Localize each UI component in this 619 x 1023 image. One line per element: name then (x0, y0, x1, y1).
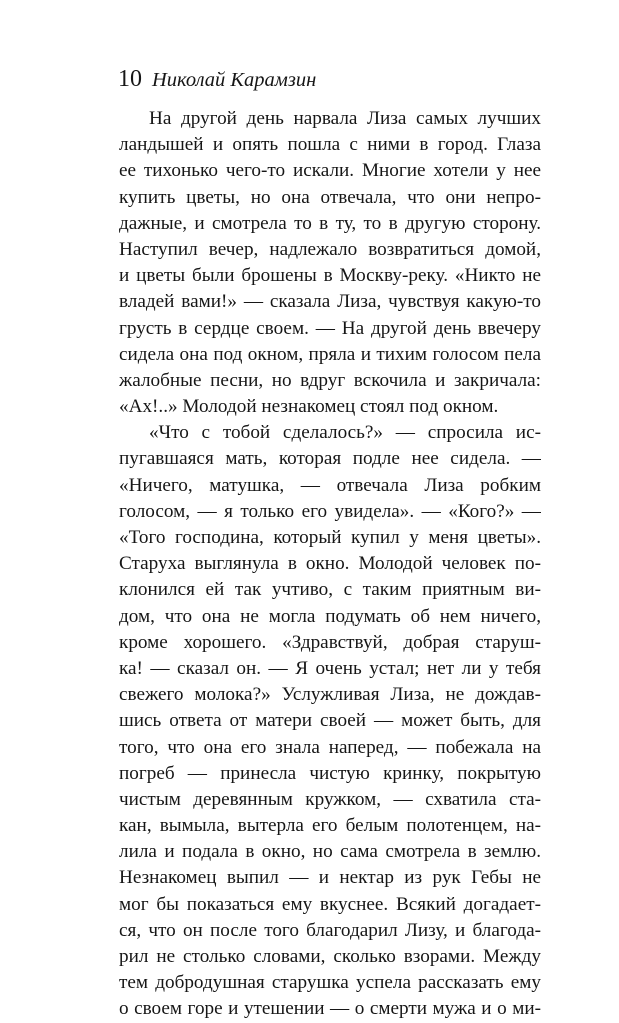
page-number: 10 (118, 66, 142, 92)
text-line: погреб — принесла чистую кринку, покрытую (119, 762, 541, 784)
running-title: Николай Карамзин (152, 69, 317, 91)
text-line: клонился ей так учтиво, с таким приятным ви- (119, 579, 541, 601)
text-line: голосом, — я только его увидела». — «Кого?» — (119, 500, 541, 522)
text-line: ландышей и опять пошла с ними в город. Глаза (119, 134, 541, 156)
text-line: тем добродушная старушка успела рассказать ему (119, 972, 541, 994)
text-line: На другой день нарвала Лиза самых лучших (149, 108, 541, 129)
text-line: Старуха выглянула в окно. Молодой человек по- (119, 553, 541, 575)
text-line: «Что с тобой сделалось?» — спросила ис- (149, 422, 541, 444)
page-header (118, 62, 316, 96)
text-line: дом, что она не могла подумать об нем ничего, (119, 605, 541, 627)
text-line: мог бы показаться ему вкуснее. Всякий догадает- (119, 893, 541, 915)
text-line: лила и подала в окно, но сама смотрела в землю. (119, 841, 541, 863)
text-line: кан, вымыла, вытерла его белым полотенцем, на- (119, 815, 541, 837)
text-line: «Ничего, матушка, — отвечала Лиза робким (119, 474, 541, 496)
text-line: ка! — сказал он. — Я очень устал; нет ли у тебя (119, 657, 541, 679)
text-line: Наступил вечер, надлежало возвратиться домой, (119, 238, 541, 260)
text-line: Незнакомец выпил — и нектар из рук Гебы не (119, 867, 541, 889)
text-line: грусть в сердце своем. — На другой день ввечеру (119, 317, 541, 339)
text-line: купить цветы, но она отвечала, что они непро- (119, 186, 541, 208)
text-line: чистым деревянным кружком, — схватила ста- (119, 788, 541, 810)
paragraph-2 (119, 420, 541, 1022)
text-line: и цветы были брошены в Москву-реку. «Никто не (119, 265, 541, 287)
text-line: рил не столько словами, сколько взорами. Между (119, 946, 541, 967)
body-text (119, 106, 541, 1023)
text-line: «Ах!..» Молодой незнакомец стоял под окном. (119, 396, 499, 418)
text-line: о своем горе и утешении — о смерти мужа и о ми- (119, 998, 541, 1020)
text-line: дажные, и смотрела то в ту, то в другую сторону. (119, 212, 541, 234)
text-line: жалобные песни, но вдруг вскочила и закричала: (119, 369, 541, 391)
text-line: владей вами!» — сказала Лиза, чувствуя какую-то (119, 291, 541, 313)
text-line: сидела она под окном, пряла и тихим голосом пела (119, 343, 541, 365)
text-line: пугавшаяся мать, которая подле нее сидела. — (119, 448, 541, 470)
text-line: кроме хорошего. «Здравствуй, добрая старуш- (119, 631, 541, 653)
text-line: свежего молока?» Услужливая Лиза, не дождав- (119, 684, 541, 706)
text-line: шись ответа от матери своей — может быть, для (119, 710, 541, 732)
text-line: того, что она его знала наперед, — побежала на (119, 736, 541, 758)
text-line: ее тихонько чего-то искали. Многие хотели у нее (119, 160, 541, 182)
paragraph-1 (119, 106, 541, 420)
text-line: ся, что он после того благодарил Лизу, и благода- (119, 919, 541, 941)
text-line: «Того господина, который купил у меня цветы». (119, 527, 541, 548)
